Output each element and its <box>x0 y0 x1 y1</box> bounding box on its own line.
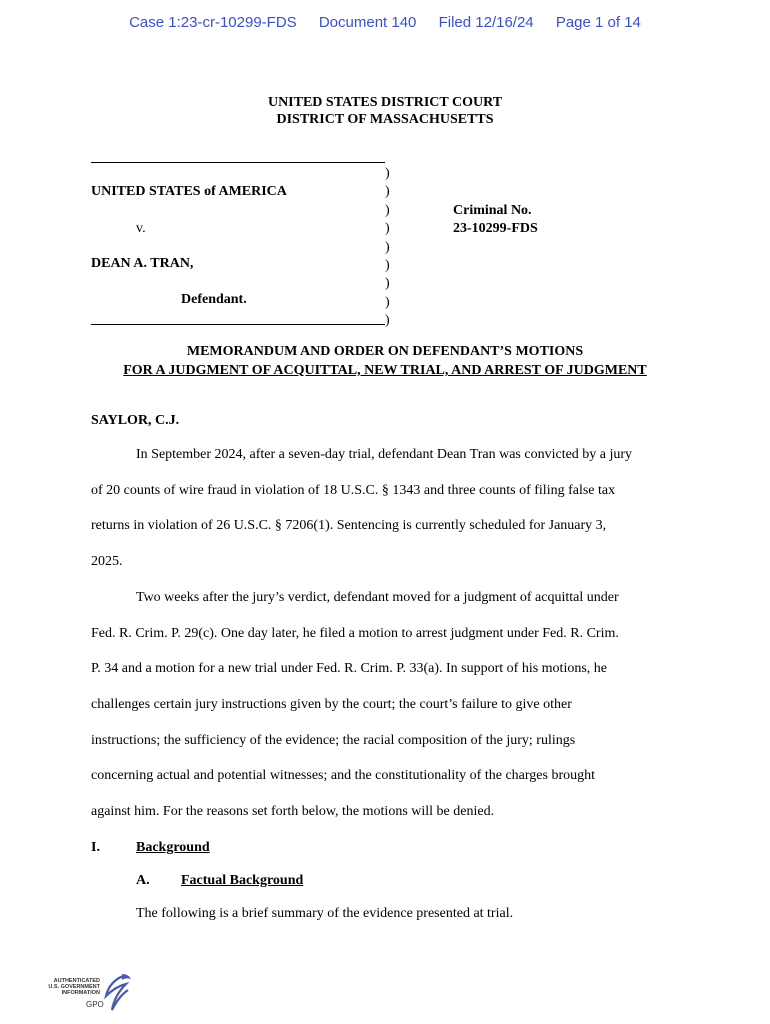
case-number: Case 1:23-cr-10299-FDS <box>129 14 297 31</box>
defendant-label: Defendant. <box>181 292 247 307</box>
paren: ) <box>385 166 390 181</box>
caption-top-rule <box>91 162 385 163</box>
criminal-label: Criminal No. <box>453 203 532 218</box>
paren: ) <box>385 313 390 329</box>
title-line-2: FOR A JUDGMENT OF ACQUITTAL, NEW TRIAL, AND ARREST OF JUDGMENT <box>123 363 647 378</box>
logo-gpo: GPO <box>86 1000 104 1009</box>
logo-text-line: U.S. GOVERNMENT <box>48 984 100 990</box>
caption-parentheses <box>385 165 390 331</box>
eagle-icon <box>94 972 134 1016</box>
court-line-2: DISTRICT OF MASSACHUSETTS <box>276 112 494 127</box>
logo-text-line: INFORMATION <box>61 990 100 996</box>
paren: ) <box>385 202 390 218</box>
caption-bottom-rule <box>91 324 385 325</box>
body-line: Fed. R. Crim. P. 29(c). One day later, he filed a motion to arrest judgment under Fed. R. Crim. <box>91 626 619 641</box>
gpo-authentication-logo <box>42 972 132 1016</box>
title-line-1: MEMORANDUM AND ORDER ON DEFENDANT’S MOTIONS <box>186 344 584 359</box>
body-line: P. 34 and a motion for a new trial under Fed. R. Crim. P. 33(a). In support of his motions, he <box>91 661 607 676</box>
versus: v. <box>136 221 146 236</box>
court-line-1: UNITED STATES DISTRICT COURT <box>267 95 503 110</box>
section-heading: Background <box>136 840 210 855</box>
defendant-name: DEAN A. TRAN, <box>91 256 194 271</box>
body-line: challenges certain jury instructions given by the court; the court’s failure to give other <box>91 697 572 712</box>
body-line: of 20 counts of wire fraud in violation of 18 U.S.C. § 1343 and three counts of filing false tax <box>91 483 616 498</box>
filed-date: Filed 12/16/24 <box>438 14 534 31</box>
filing-header <box>0 14 770 31</box>
body-line: In September 2024, after a seven-day trial, defendant Dean Tran was convicted by a jury <box>136 447 633 462</box>
paren: ) <box>385 294 390 310</box>
body-line: 2025. <box>91 554 123 569</box>
judge-name: SAYLOR, C.J. <box>91 413 180 428</box>
logo-text-line: AUTHENTICATED <box>53 978 100 984</box>
plaintiff-name: UNITED STATES of AMERICA <box>91 184 287 199</box>
paren: ) <box>385 221 390 237</box>
page-number: Page 1 of 14 <box>555 14 641 31</box>
body-line: returns in violation of 26 U.S.C. § 7206(1). Sentencing is currently scheduled for January 3, <box>91 518 607 533</box>
subsection-letter: A. <box>136 873 150 888</box>
subsection-heading: Factual Background <box>181 873 304 888</box>
document-number: Document 140 <box>318 14 417 31</box>
paren: ) <box>385 184 390 200</box>
paren: ) <box>385 276 390 292</box>
criminal-number-block <box>453 202 538 238</box>
body-line: The following is a brief summary of the evidence presented at trial. <box>136 906 514 921</box>
paren: ) <box>385 258 390 274</box>
criminal-number: 23-10299-FDS <box>453 221 538 236</box>
body-line: against him. For the reasons set forth below, the motions will be denied. <box>91 804 495 819</box>
court-name <box>0 94 770 128</box>
logo-caption <box>42 978 100 996</box>
section-number: I. <box>91 840 100 855</box>
body-line: concerning actual and potential witnesses; and the constitutionality of the charges brought <box>91 768 595 783</box>
body-line: instructions; the sufficiency of the evidence; the racial composition of the jury; rulings <box>91 733 576 748</box>
paren: ) <box>385 239 390 255</box>
body-line: Two weeks after the jury’s verdict, defendant moved for a judgment of acquittal under <box>136 590 619 605</box>
